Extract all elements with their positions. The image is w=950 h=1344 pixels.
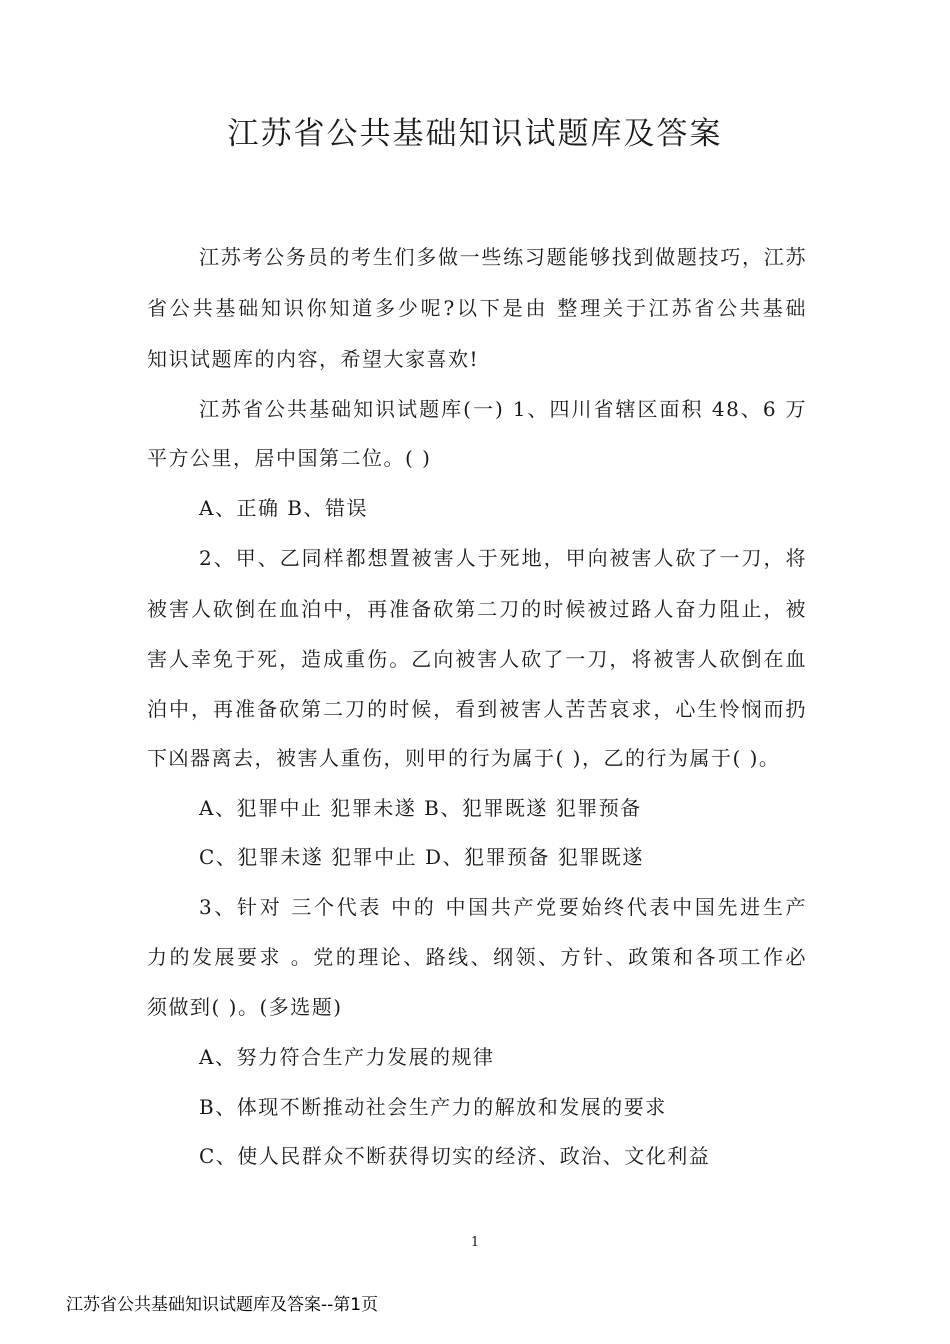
paragraph-line: 江苏考公务员的考生们多做一些练习题能够找到做题技巧，江苏 (199, 245, 807, 269)
paragraph-line: 须做到( )。(多选题) (147, 995, 343, 1019)
paragraph-line: 力的发展要求 。党的理论、路线、纲领、方针、政策和各项工作必 (147, 945, 807, 969)
paragraph-line: 省公共基础知识你知道多少呢?以下是由 整理关于江苏省公共基础 (147, 296, 807, 320)
page-title: 江苏省公共基础知识试题库及答案 (227, 116, 723, 152)
paragraph-line: 3、针对 三个代表 中的 中国共产党要始终代表中国先进生产 (199, 895, 807, 919)
page-number: 1 (470, 1235, 480, 1250)
option-line: A、正确 B、错误 (199, 496, 368, 520)
option-line: B、体现不断推动社会生产力的解放和发展的要求 (199, 1095, 667, 1119)
option-line: C、犯罪未遂 犯罪中止 D、犯罪预备 犯罪既遂 (199, 845, 644, 869)
paragraph-line: 知识试题库的内容，希望大家喜欢! (147, 347, 480, 371)
paragraph-line: 被害人砍倒在血泊中，再准备砍第二刀的时候被过路人奋力阻止，被 (147, 597, 807, 621)
paragraph-line: 江苏省公共基础知识试题库(一) 1、四川省辖区面积 48、6 万 (199, 397, 807, 421)
footer-text: 江苏省公共基础知识试题库及答案--第1页 (66, 1295, 379, 1315)
option-line: A、犯罪中止 犯罪未遂 B、犯罪既遂 犯罪预备 (199, 796, 642, 820)
paragraph-line: 2、甲、乙同样都想置被害人于死地，甲向被害人砍了一刀，将 (199, 546, 807, 570)
option-line: C、使人民群众不断获得切实的经济、政治、文化利益 (199, 1144, 711, 1168)
paragraph-line: 害人幸免于死，造成重伤。乙向被害人砍了一刀，将被害人砍倒在血 (147, 647, 807, 671)
paragraph-line: 下凶器离去，被害人重伤，则甲的行为属于( )，乙的行为属于( )。 (147, 746, 781, 770)
paragraph-line: 泊中，再准备砍第二刀的时候，看到被害人苦苦哀求，心生怜悯而扔 (147, 697, 807, 721)
paragraph-line: 平方公里，居中国第二位。( ) (147, 446, 432, 470)
option-line: A、努力符合生产力发展的规律 (199, 1045, 495, 1069)
